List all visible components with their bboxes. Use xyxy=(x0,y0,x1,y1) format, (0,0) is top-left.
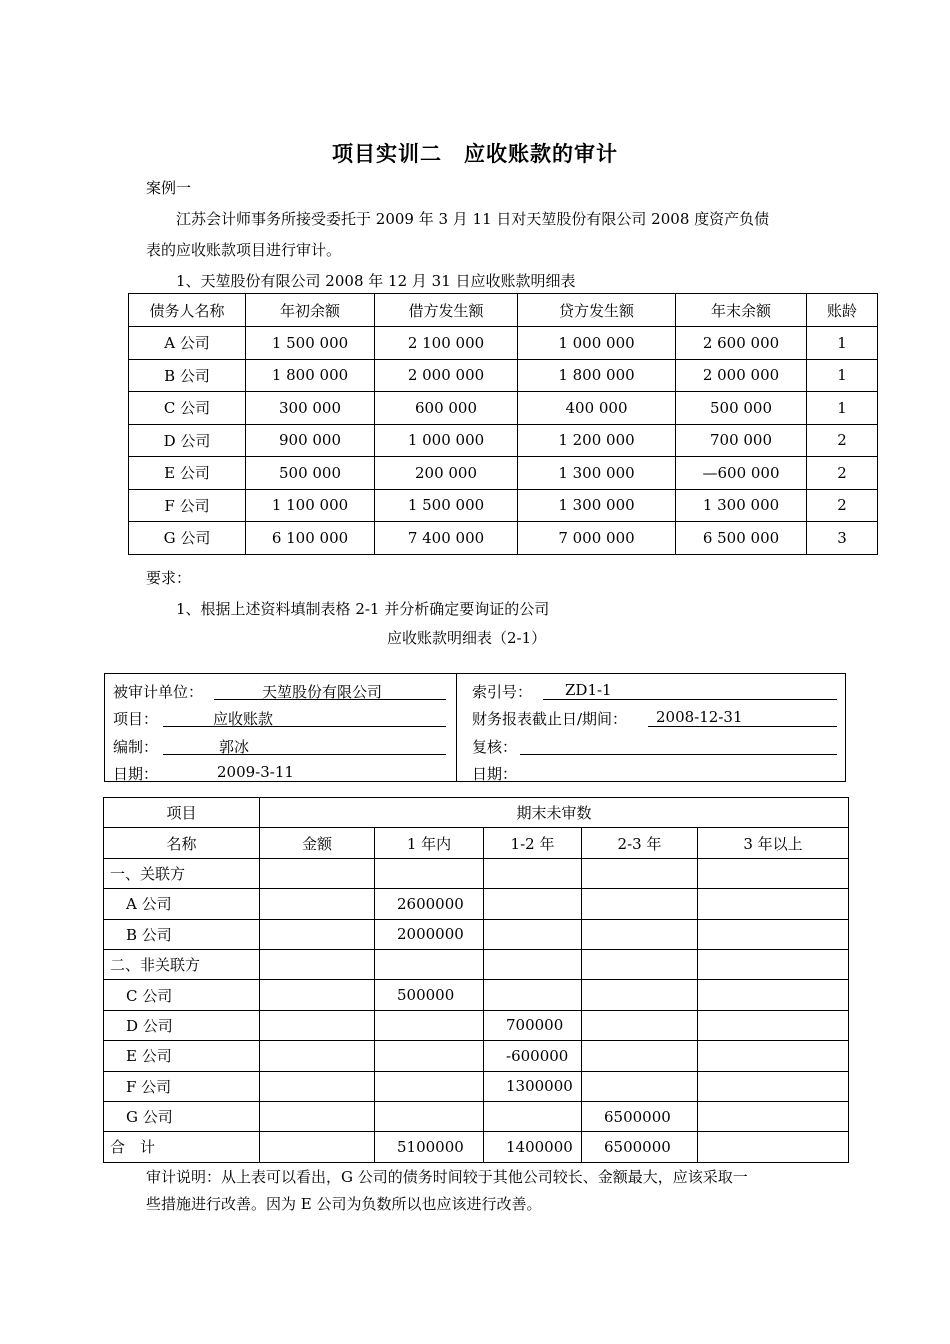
receivables-detail-table xyxy=(128,293,878,555)
table3-cell: 6500000 xyxy=(582,1101,698,1131)
preparer-underline xyxy=(163,736,446,755)
period-label: 财务报表截止日/期间： xyxy=(472,710,628,728)
table3-row-name: B 公司 xyxy=(104,919,260,949)
requirements-label: 要求： xyxy=(146,569,192,587)
table3-subheader-cell: 1-2 年 xyxy=(484,828,582,858)
table3-row-name: 一、关联方 xyxy=(104,858,260,888)
table3-cell xyxy=(260,858,375,888)
table3-cell xyxy=(698,1041,849,1071)
table3-row-name: 二、非关联方 xyxy=(104,949,260,979)
table3-row-name: D 公司 xyxy=(104,1010,260,1040)
table3-cell: 700000 xyxy=(484,1010,582,1040)
head-item: 项目 xyxy=(104,798,260,828)
table1-cell: 1 000 000 xyxy=(518,327,676,360)
table3-cell xyxy=(375,949,484,979)
table1-cell: 500 000 xyxy=(676,392,807,425)
item-underline xyxy=(163,708,446,727)
table3-subheader-cell: 金额 xyxy=(260,828,375,858)
table-row xyxy=(104,1132,849,1162)
period-value: 2008-12-31 xyxy=(656,708,743,726)
item-value: 应收账款 xyxy=(213,710,274,728)
table3-cell xyxy=(698,919,849,949)
table1-cell: 1 xyxy=(807,327,878,360)
table3-cell xyxy=(582,889,698,919)
table1-cell: F 公司 xyxy=(129,489,246,522)
table1-cell: 900 000 xyxy=(246,424,375,457)
table3-cell: -600000 xyxy=(484,1041,582,1071)
table3-cell: 5100000 xyxy=(375,1132,484,1162)
table3-cell xyxy=(375,1010,484,1040)
table1-cell: 1 000 000 xyxy=(375,424,518,457)
table1-cell: 2 600 000 xyxy=(676,327,807,360)
table-row xyxy=(104,949,849,979)
preparer-label: 编制： xyxy=(113,738,159,756)
table3-cell xyxy=(582,1010,698,1040)
table3-row-name: 合 计 xyxy=(104,1132,260,1162)
audit-note-line-2: 些措施进行改善。因为 E 公司为负数所以也应该进行改善。 xyxy=(146,1195,542,1213)
table1-cell: 2 000 000 xyxy=(676,359,807,392)
table3-cell xyxy=(698,949,849,979)
case-label: 案例一 xyxy=(146,179,192,197)
table3-cell xyxy=(260,1071,375,1101)
table3-cell xyxy=(698,1101,849,1131)
table1-caption: 1、天堃股份有限公司 2008 年 12 月 31 日应收账款明细表 xyxy=(176,272,576,290)
header-divider xyxy=(456,673,457,782)
table3-subheader-row xyxy=(104,828,849,858)
table3-cell: 2600000 xyxy=(375,889,484,919)
table3-cell: 1400000 xyxy=(484,1132,582,1162)
table3-subheader-cell: 1 年内 xyxy=(375,828,484,858)
table-row xyxy=(104,1071,849,1101)
table-row xyxy=(129,522,878,555)
table1-header-cell: 账龄 xyxy=(807,294,878,327)
table1-cell: 6 500 000 xyxy=(676,522,807,555)
table-row xyxy=(129,327,878,360)
table3-cell xyxy=(260,889,375,919)
table1-cell: 1 xyxy=(807,392,878,425)
table-row xyxy=(104,889,849,919)
table1-cell: 1 500 000 xyxy=(375,489,518,522)
table3-subheader-cell: 3 年以上 xyxy=(698,828,849,858)
table3-cell xyxy=(698,1071,849,1101)
table3-cell: 1300000 xyxy=(484,1071,582,1101)
table1-header-cell: 年末余额 xyxy=(676,294,807,327)
aging-analysis-table xyxy=(103,797,849,1163)
table1-cell: 2 xyxy=(807,457,878,490)
index-value: ZD1-1 xyxy=(565,681,612,699)
date2-label: 日期： xyxy=(472,765,518,783)
index-label: 索引号： xyxy=(472,683,533,701)
table1-cell: G 公司 xyxy=(129,522,246,555)
table3-cell xyxy=(698,1132,849,1162)
table-row xyxy=(129,424,878,457)
head-period: 期末未审数 xyxy=(260,798,849,828)
table3-cell xyxy=(582,1041,698,1071)
table3-row-name: E 公司 xyxy=(104,1041,260,1071)
table3-subheader-cell: 2-3 年 xyxy=(582,828,698,858)
table1-cell: 1 300 000 xyxy=(518,457,676,490)
table-row xyxy=(104,858,849,888)
table1-header-row xyxy=(129,294,878,327)
table1-cell: 1 800 000 xyxy=(246,359,375,392)
table1-cell: 1 300 000 xyxy=(676,489,807,522)
table3-head-row xyxy=(104,798,849,828)
table3-cell xyxy=(698,1010,849,1040)
table3-row-name: F 公司 xyxy=(104,1071,260,1101)
table1-cell: 1 100 000 xyxy=(246,489,375,522)
intro-line-1: 江苏会计师事务所接受委托于 2009 年 3 月 11 日对天堃股份有限公司 2008 度资产负债 xyxy=(176,210,770,228)
table3-cell xyxy=(582,949,698,979)
table-row xyxy=(104,1101,849,1131)
table3-cell xyxy=(582,858,698,888)
table1-header-cell: 借方发生额 xyxy=(375,294,518,327)
table3-cell: 500000 xyxy=(375,980,484,1010)
table1-cell: 700 000 xyxy=(676,424,807,457)
table3-cell xyxy=(582,980,698,1010)
table1-cell: 300 000 xyxy=(246,392,375,425)
intro-line-2: 表的应收账款项目进行审计。 xyxy=(146,241,342,259)
table3-row-name: A 公司 xyxy=(104,889,260,919)
table1-header-cell: 债务人名称 xyxy=(129,294,246,327)
requirement-1: 1、根据上述资料填制表格 2-1 并分析确定要询证的公司 xyxy=(176,600,550,618)
table1-cell: A 公司 xyxy=(129,327,246,360)
table3-cell xyxy=(260,1132,375,1162)
table1-cell: 6 100 000 xyxy=(246,522,375,555)
table1-cell: 2 100 000 xyxy=(375,327,518,360)
table1-cell: 1 500 000 xyxy=(246,327,375,360)
table3-cell xyxy=(582,1071,698,1101)
preparer-value: 郭冰 xyxy=(219,738,250,756)
date2-underline xyxy=(520,763,837,782)
table3-cell xyxy=(698,858,849,888)
auditee-value: 天堃股份有限公司 xyxy=(262,683,383,701)
review-underline xyxy=(520,736,837,755)
table1-cell: 2 xyxy=(807,424,878,457)
table3-cell xyxy=(375,858,484,888)
table3-cell xyxy=(260,1041,375,1071)
table1-cell: E 公司 xyxy=(129,457,246,490)
table1-cell: 1 200 000 xyxy=(518,424,676,457)
table3-cell xyxy=(698,889,849,919)
table1-cell: B 公司 xyxy=(129,359,246,392)
table3-cell: 2000000 xyxy=(375,919,484,949)
table-row xyxy=(104,1010,849,1040)
date-value: 2009-3-11 xyxy=(217,763,294,781)
table-row xyxy=(129,392,878,425)
table1-cell: 2 000 000 xyxy=(375,359,518,392)
table1-cell: 3 xyxy=(807,522,878,555)
table-row xyxy=(129,489,878,522)
table3-cell xyxy=(260,949,375,979)
table3-cell xyxy=(484,1101,582,1131)
table1-cell: 1 xyxy=(807,359,878,392)
table3-cell xyxy=(582,919,698,949)
table3-cell xyxy=(484,858,582,888)
page-title: 项目实训二 应收账款的审计 xyxy=(332,142,618,166)
table3-cell xyxy=(484,949,582,979)
table3-cell: 6500000 xyxy=(582,1132,698,1162)
table1-cell: 1 800 000 xyxy=(518,359,676,392)
table3-cell xyxy=(484,980,582,1010)
table1-header-cell: 年初余额 xyxy=(246,294,375,327)
table3-cell xyxy=(260,919,375,949)
table3-row-name: G 公司 xyxy=(104,1101,260,1131)
table1-cell: D 公司 xyxy=(129,424,246,457)
table-row xyxy=(129,457,878,490)
table3-cell xyxy=(260,1101,375,1131)
table3-cell xyxy=(698,980,849,1010)
table3-cell xyxy=(375,1041,484,1071)
table1-cell: 7 000 000 xyxy=(518,522,676,555)
table-row xyxy=(129,359,878,392)
review-label: 复核： xyxy=(472,738,518,756)
table-row xyxy=(104,919,849,949)
table1-cell: 200 000 xyxy=(375,457,518,490)
table1-cell: 2 xyxy=(807,489,878,522)
date-label: 日期： xyxy=(113,765,159,783)
table3-cell xyxy=(484,919,582,949)
table1-cell: 500 000 xyxy=(246,457,375,490)
table-row xyxy=(104,980,849,1010)
table3-cell xyxy=(375,1101,484,1131)
auditee-label: 被审计单位： xyxy=(113,683,204,701)
table3-subheader-cell: 名称 xyxy=(104,828,260,858)
table1-header-cell: 贷方发生额 xyxy=(518,294,676,327)
table1-cell: —600 000 xyxy=(676,457,807,490)
table3-row-name: C 公司 xyxy=(104,980,260,1010)
table-row xyxy=(104,1041,849,1071)
table3-cell xyxy=(375,1071,484,1101)
date-underline xyxy=(163,763,446,782)
audit-note-line-1: 审计说明：从上表可以看出，G 公司的债务时间较于其他公司较长、金额最大，应该采取一 xyxy=(146,1168,748,1186)
table3-cell xyxy=(260,980,375,1010)
table1-cell: 7 400 000 xyxy=(375,522,518,555)
table1-cell: C 公司 xyxy=(129,392,246,425)
table1-cell: 400 000 xyxy=(518,392,676,425)
table2-caption: 应收账款明细表（2-1） xyxy=(387,629,547,647)
table3-cell xyxy=(260,1010,375,1040)
item-label: 项目： xyxy=(113,710,159,728)
table3-cell xyxy=(484,889,582,919)
table1-cell: 600 000 xyxy=(375,392,518,425)
table1-cell: 1 300 000 xyxy=(518,489,676,522)
